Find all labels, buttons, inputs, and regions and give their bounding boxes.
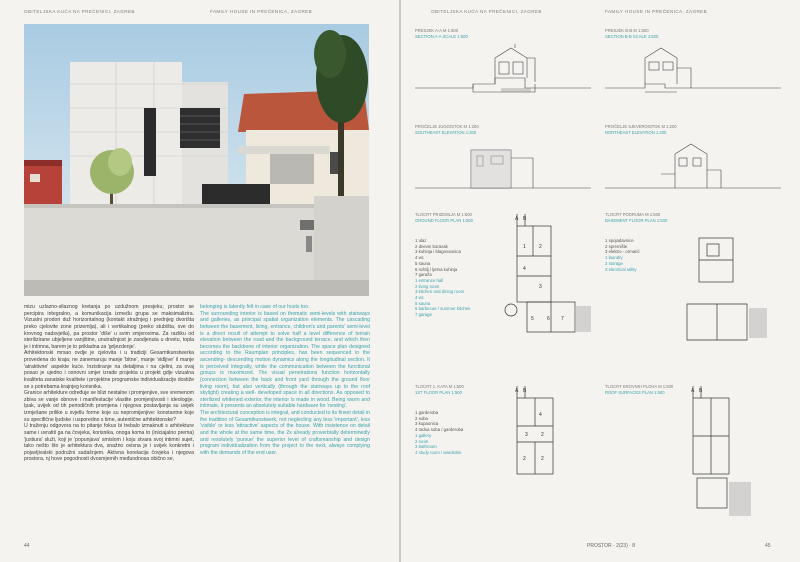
house-photo-illustration (24, 24, 369, 296)
paragraph-hr: Arhitektonski mrsao ovdje je cjelovita i u tradiciji Gesamtkunstwerka provedena do kraja; ne zanemaruju manje 'bitne', manje 'vidljive' il manje 'atraktivne' aspekte kuće. Inzistiranje na detaljima i na cjelini, za ovaj posao je ujedno i osnovni smjer izrade projekta u projekt gdje vizualna kvaliteta zanatske kvalitete i projektne programske individualizacije dostiže se s potrebama krajnjeg korisnika. (24, 350, 194, 390)
paragraph-hr: mizu uzlazno-silaznog kretanja po uzdužnom presjeku; prostor se percipira integralno, a komunikacija između grupa se maksimalizira. Vizualni prodori duž horizontalnog (kontakt stražnjeg i prednjeg dvorišta preko cjelovite zone prizemlja), ali i vertikalnog (preko stubišta, sve do krovnog nadsvjetla), pa prostor 'diše' u svim smjerovima. Za razliku od sterilizirane ubjeljene vanjštine, unutrašnjost je zaodjenuta u drvetu, topla je i intimna, barem je to prikladna za 'grijezdenje'. (24, 304, 194, 350)
section-aa-drawing (415, 44, 591, 104)
svg-text:5: 5 (531, 316, 534, 322)
plan-ground-legend: 1 ulaz 2 dnevni boravak 3 kuhinja i blagovaonica 4 wc 5 sauna 6 roštilj / ljetna kuhinja 7 garaža 1 entrance hall 2 living room 3 kitchen and dining room 4 wc 5 sauna 6 barbecue / summer kitchen 7 garage (415, 238, 471, 318)
running-head-left-en: FAMILY HOUSE IN PREČENICA, ZAGREB (210, 9, 313, 14)
left-page (0, 0, 399, 562)
plan-label-a: A (691, 388, 695, 394)
plan-roof-title: TLOCRT KROVNIH PLOHA M 1:500 ROOF SURFACES PLAN 1:500 (605, 384, 674, 395)
svg-text:1: 1 (523, 244, 526, 250)
page-number-left: 44 (24, 543, 30, 549)
plan-label-a: A (515, 216, 519, 222)
elevation-ne-title: PROČELJE SJEVEROISTOK M 1:200 NORTHEAST ELEVATION 1:200 (605, 124, 677, 135)
paragraph-en: The architectural conception is integral, and conducted to its finest detail in the tradition of Gesamtkunstwerk, not neglecting any less 'important', less 'visible' or less 'attractive' aspects of the house. With insistence on detail and the whole at the same time, the 2x already proverbially determinedly and resolutely 'pursue' the superior level of craftsmanship and design program individualization from the project to the next, always complying with the demands of the end user. (200, 410, 370, 456)
text-column-en (200, 304, 370, 456)
plan-first-drawing (501, 386, 593, 526)
page-number-right: 45 (765, 543, 771, 549)
svg-text:2: 2 (523, 456, 526, 462)
plan-basement-legend: 1 spojadavnice 2 spremište 3 elektro - ormarić 1 laundry 2 storage 3 electrical utility (605, 238, 640, 272)
paragraph-en: belonging is latently felt in case of our hosts too. (200, 304, 310, 310)
running-head-right-en: FAMILY HOUSE IN PREČENICA, ZAGREB (605, 9, 708, 14)
svg-text:4: 4 (539, 412, 542, 418)
plan-basement-title: TLOCRT PODRUMA M 1:500 BASEMENT FLOOR PLAN 1:500 (605, 212, 668, 223)
right-page (401, 0, 800, 562)
elevation-ne-drawing (605, 140, 781, 200)
plan-roof-drawing (677, 386, 781, 526)
plan-first-title: TLOCRT 1. KATA M 1:500 1ST FLOOR PLAN 1:500 (415, 384, 464, 395)
plan-label-b: B (523, 216, 527, 222)
plan-label-b: B (523, 388, 527, 394)
svg-text:4: 4 (523, 266, 526, 272)
footer-magazine: PROSTOR · 2(23) · 8 (587, 543, 635, 549)
text-column-hr (24, 304, 194, 463)
running-head-right-hr: OBITELJSKA KUĆA NA PREČENICI, ZAGREB (431, 9, 542, 14)
elevation-se-drawing (415, 140, 591, 200)
svg-text:7: 7 (561, 316, 564, 322)
running-head-left-hr: OBITELJSKA KUĆA NA PREČENICI, ZAGREB (24, 9, 135, 14)
svg-text:2: 2 (541, 432, 544, 438)
paragraph-hr: Granice arhitekture određuje se blizi nestalne i promjenjive, sve vremenom zbiva se vanje obnove i manifestacije vlastite promjenjivosti i ideologije. Ipak, uvijek od tih periodičnih promjena i njegova postavljanja su uvijek izmješane prilike u svjetlu forme koje su nepromijenjive: konstantne koje su specifične ljudske i usporedno s time, autentične arhitektonske? (24, 390, 195, 423)
plan-label-a: A (515, 388, 519, 394)
section-bb-drawing (605, 44, 781, 104)
paragraph-hr: U traženju odgovora na to pitanje fokus bi trebalo izmaknuti s arhitekture same i uvratiti ga na čovjeka, korisnika, onoga koma to (iniciajalno prema) 'justiura' služi, koji je 'popunjava' smislom i koju stvara svoj intimni sujet, tako nešto što je arhitektura dva, snažno ovisna je i uvijek konkretni i pojavljivalski podružni sadašnjem. Aktivna korelacija čovjeka i njegova prostora, nj hove pogodnosti dvosmjernih međuodnosa obično se, (24, 423, 194, 463)
plan-ground-title: TLOCRT PRIZEMLJA M 1:500 GROUND FLOOR PLAN 1:500 (415, 212, 473, 223)
svg-text:2: 2 (541, 456, 544, 462)
plan-ground-drawing (501, 214, 593, 344)
svg-text:3: 3 (525, 432, 528, 438)
plan-basement-drawing (677, 214, 781, 344)
svg-text:3: 3 (539, 284, 542, 290)
paragraph-en: The surrounding interior is based on thematic semi-levels with stairways and galleries, as principal spatial organization elements. The cascading between the basement, living, entrance, children's and parents' semi-level is a direct result of attempt to solve half a level difference of terrain elevation between the road and the background terrace, and which then becomes the backbone of interior organization. The space plan designed according to the Raumplan principles, has been sequenced in the ascending- descending motion dynamics along the longitudinal section. It is perceived integrally, while the communication between the functional groups is maximized. The visual penetrations function horizontally (connection between the back and front yard through the ground floor living room), but also vertically (through the stairways up to the roof skylight) creating a well- developed space in all directions. As opposed to sterilized whitened exterior, the interior is made in wood. Being warm and intimate, it presents an absolutely suitable hardware for 'nesting'. (200, 310, 370, 410)
elevation-se-title: PROČELJE JUGOISTOK M 1:200 SOUTHEAST ELEVATION 1:200 (415, 124, 479, 135)
svg-text:6: 6 (547, 316, 550, 322)
plan-first-legend: 1 garderoba 2 soba 3 kupaonica 4 radna soba / garderoba 1 gallery 2 room 3 bathroom 4 study room / wardrobe (415, 410, 464, 455)
section-bb-title: PRESJEK B-B M 1:500 SECTION B-B SCALE 1:500 (605, 28, 659, 39)
svg-text:2: 2 (539, 244, 542, 250)
plan-label-b: B (699, 388, 703, 394)
house-photo (24, 24, 369, 296)
section-aa-title: PRESJEK A-A M 1:500 SECTION A-A SCALE 1:500 (415, 28, 468, 39)
